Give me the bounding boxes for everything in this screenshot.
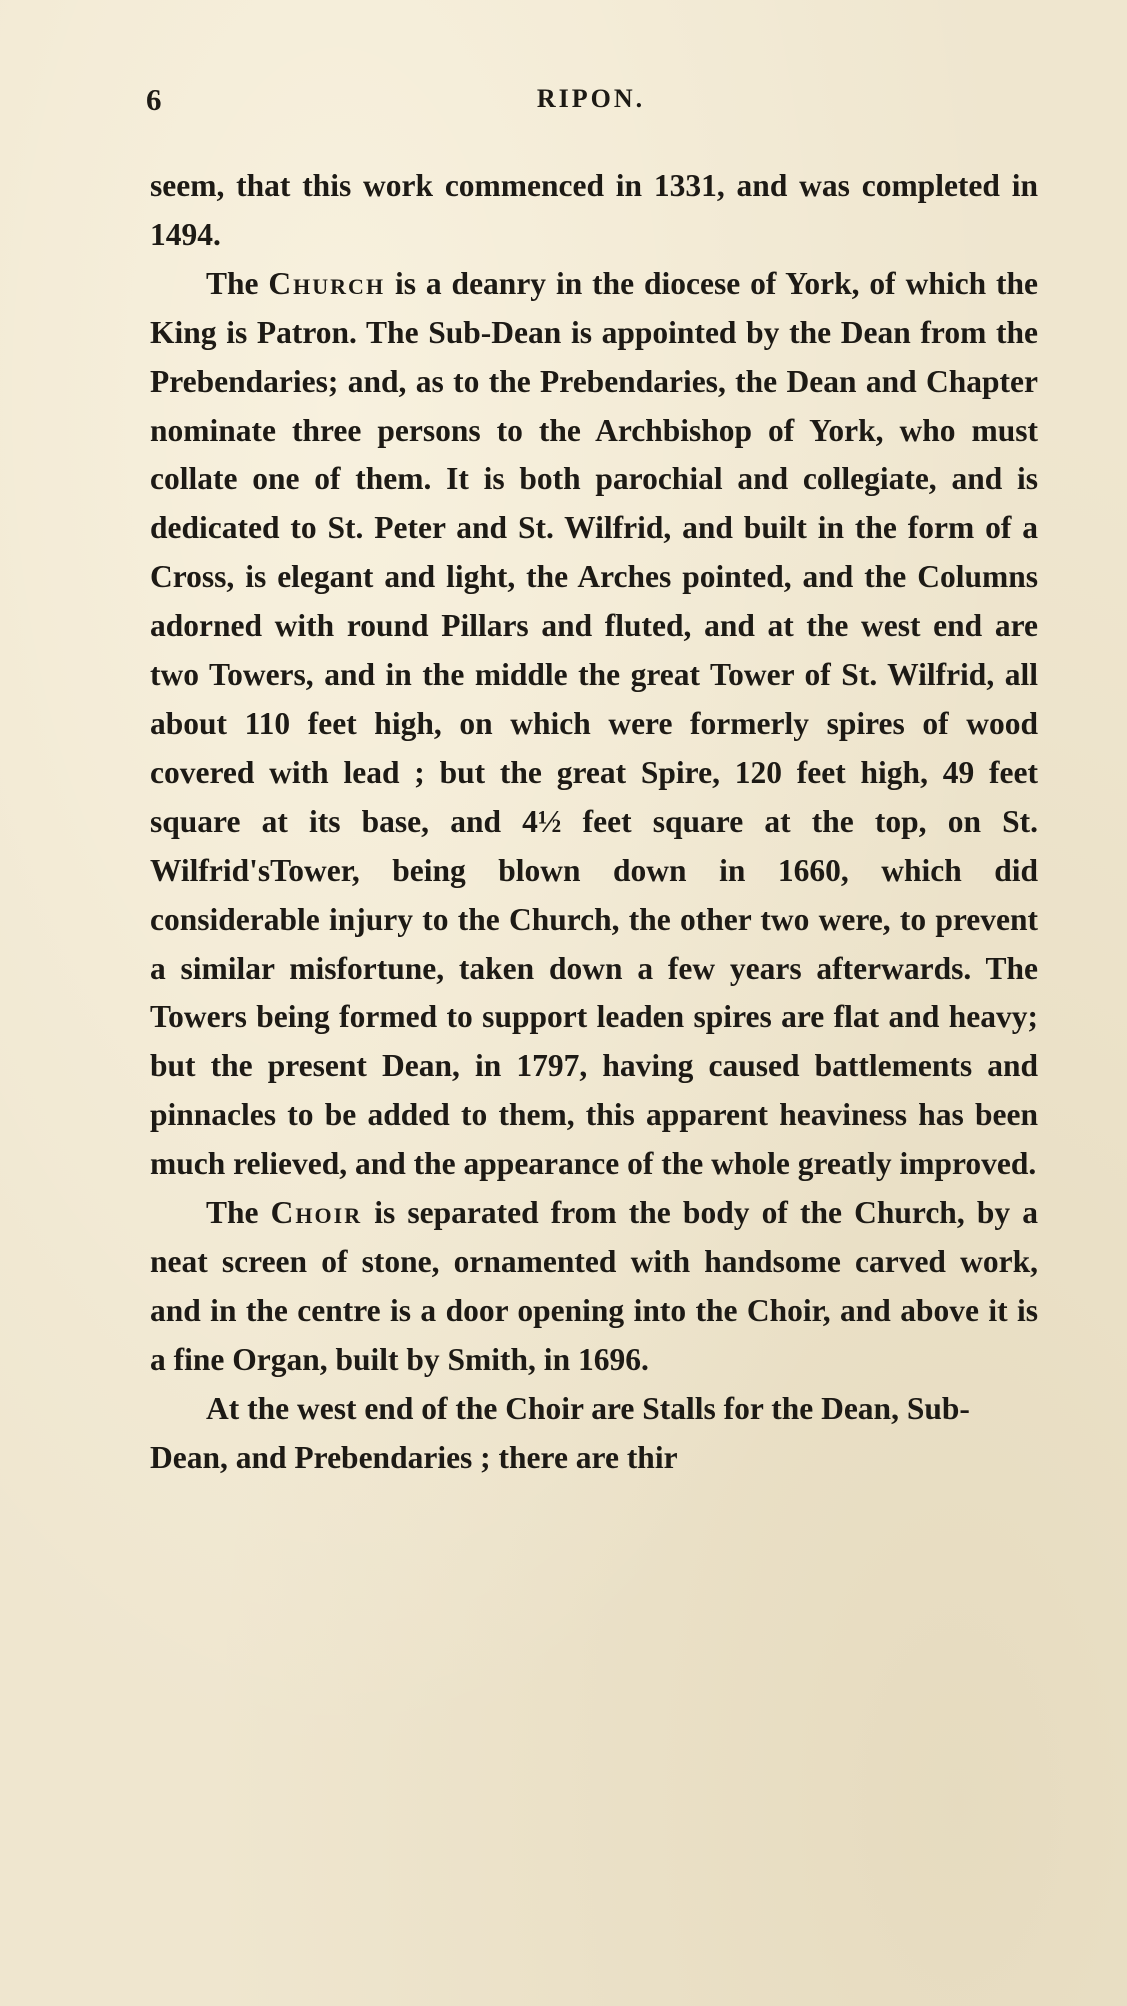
church-heading-word: Church	[268, 265, 386, 301]
body-text	[150, 162, 1038, 1482]
running-title: RIPON.	[536, 84, 646, 113]
paragraph-lead: The	[206, 265, 269, 301]
paragraph-choir	[150, 1189, 1038, 1385]
paragraph-text: is separated from the body of the Church, by a neat screen of stone, ornamented with handsome carved work, and in the centre is a door opening into the Choir, and above it is a fine Organ, built by Smith, in 1696.	[150, 1195, 1038, 1377]
paragraph-lead: The	[206, 1195, 271, 1231]
paragraph-church	[150, 260, 1038, 1189]
page-number: 6	[146, 82, 162, 117]
paragraph-text: is a deanry in the diocese of York, of which the King is Patron. The Sub-Dean is appointed by the Dean from the Prebendaries; and, as to the Prebendaries, the Dean and Chapter nominate three persons to the Archbishop of York, who must collate one of them. It is both parochial and collegiate, and is dedicated to St. Peter and St. Wilfrid, and built in the form of a Cross, is elegant and light, the Arches pointed, and the Columns adorned with round Pillars and fluted, and at the west end are two Towers, and in the middle the great Tower of St. Wilfrid, all about 110 feet high, on which were formerly spires of wood covered with lead ; but the great Spire, 120 feet high, 49 feet square at its base, and 4½ feet square at the top, on St. Wilfrid'sTower, being blown down in 1660, which did considerable injury to the Church, the other two were, to prevent a similar misfortune, taken down a few years afterwards. The Towers being formed to support leaden spires are flat and heavy; but the present Dean, in 1797, having caused battlements and pinnacles to be added to them, this apparent heaviness has been much relieved, and the appearance of the whole greatly improved.	[150, 265, 1038, 1182]
choir-heading-word: Choir	[270, 1195, 363, 1231]
running-head	[146, 82, 1036, 122]
paragraph-stalls: At the west end of the Choir are Stalls for the Dean, Sub-Dean, and Prebendaries ; there are thir	[150, 1390, 970, 1475]
paragraph-continuation: seem, that this work commenced in 1331, and was completed in 1494.	[150, 168, 1038, 252]
